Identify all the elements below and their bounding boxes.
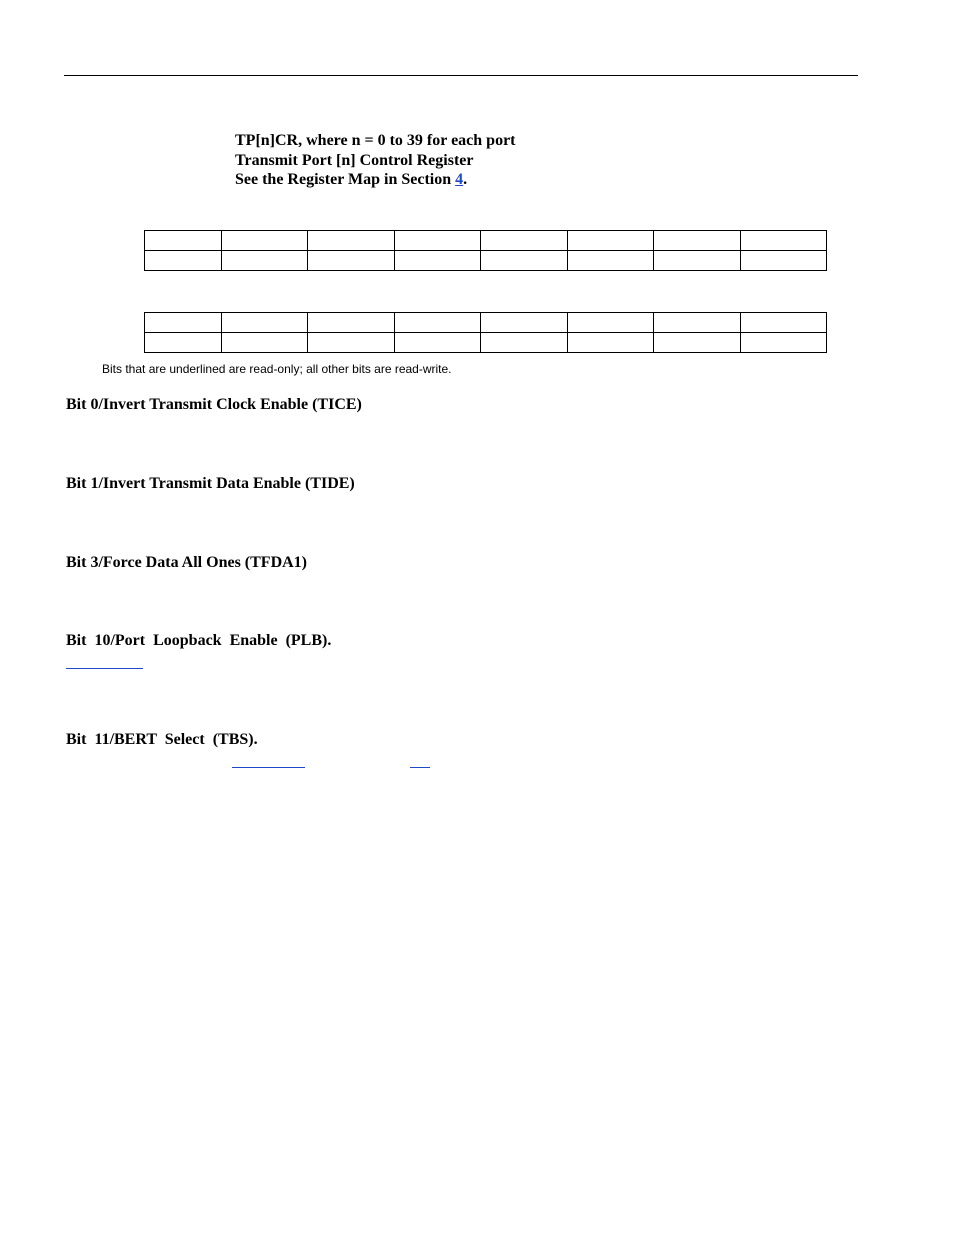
bit-cell [654, 231, 740, 251]
header-rule [64, 75, 858, 76]
section-heading-tbs: Bit 11/BERT Select (TBS). [66, 731, 258, 748]
bit-cell [145, 251, 222, 271]
read-only-note: Bits that are underlined are read-only; all other bits are read-write. [102, 362, 452, 376]
register-map-suffix: . [463, 171, 468, 188]
bit-cell [145, 231, 222, 251]
bit-cell [394, 251, 480, 271]
hyperlink-underline[interactable] [232, 767, 305, 768]
bit-cell [654, 251, 740, 271]
bit-cell [740, 333, 826, 353]
register-title: Transmit Port [n] Control Register [235, 151, 474, 169]
bit-cell [740, 251, 826, 271]
bit-cell [481, 313, 567, 333]
register-header [235, 131, 516, 190]
table-row [145, 231, 827, 251]
bit-cell [654, 333, 740, 353]
bit-cell [222, 313, 308, 333]
bit-cell [394, 333, 480, 353]
section-heading-plb: Bit 10/Port Loopback Enable (PLB). [66, 632, 332, 649]
hyperlink-underline[interactable] [410, 767, 430, 768]
bit-table-upper [144, 230, 827, 271]
bit-cell [567, 333, 653, 353]
bit-cell [222, 251, 308, 271]
table-row [145, 251, 827, 271]
bit-cell [145, 333, 222, 353]
table-row [145, 313, 827, 333]
register-map-reference [235, 170, 516, 190]
bit-cell [394, 231, 480, 251]
bit-cell [308, 251, 394, 271]
register-name: TP[n]CR, where n = 0 to 39 for each port [235, 132, 516, 149]
bit-cell [481, 231, 567, 251]
section-link[interactable]: 4 [455, 171, 464, 188]
bit-cell [394, 313, 480, 333]
bit-cell [308, 333, 394, 353]
bit-cell [567, 231, 653, 251]
bit-cell [567, 313, 653, 333]
section-heading-tice: Bit 0/Invert Transmit Clock Enable (TICE) [66, 396, 362, 413]
hyperlink-underline[interactable] [66, 668, 143, 669]
bit-cell [222, 231, 308, 251]
bit-cell [308, 231, 394, 251]
bit-cell [481, 333, 567, 353]
bit-cell [740, 313, 826, 333]
section-heading-tide: Bit 1/Invert Transmit Data Enable (TIDE) [66, 475, 355, 492]
bit-cell [567, 251, 653, 271]
bit-cell [222, 333, 308, 353]
table-row [145, 333, 827, 353]
bit-cell [481, 251, 567, 271]
section-heading-tfda1: Bit 3/Force Data All Ones (TFDA1) [66, 554, 308, 571]
bit-cell [308, 313, 394, 333]
bit-cell [145, 313, 222, 333]
bit-cell [740, 231, 826, 251]
bit-table-lower [144, 312, 827, 353]
register-map-text: See the Register Map in Section [235, 171, 456, 188]
bit-cell [654, 313, 740, 333]
